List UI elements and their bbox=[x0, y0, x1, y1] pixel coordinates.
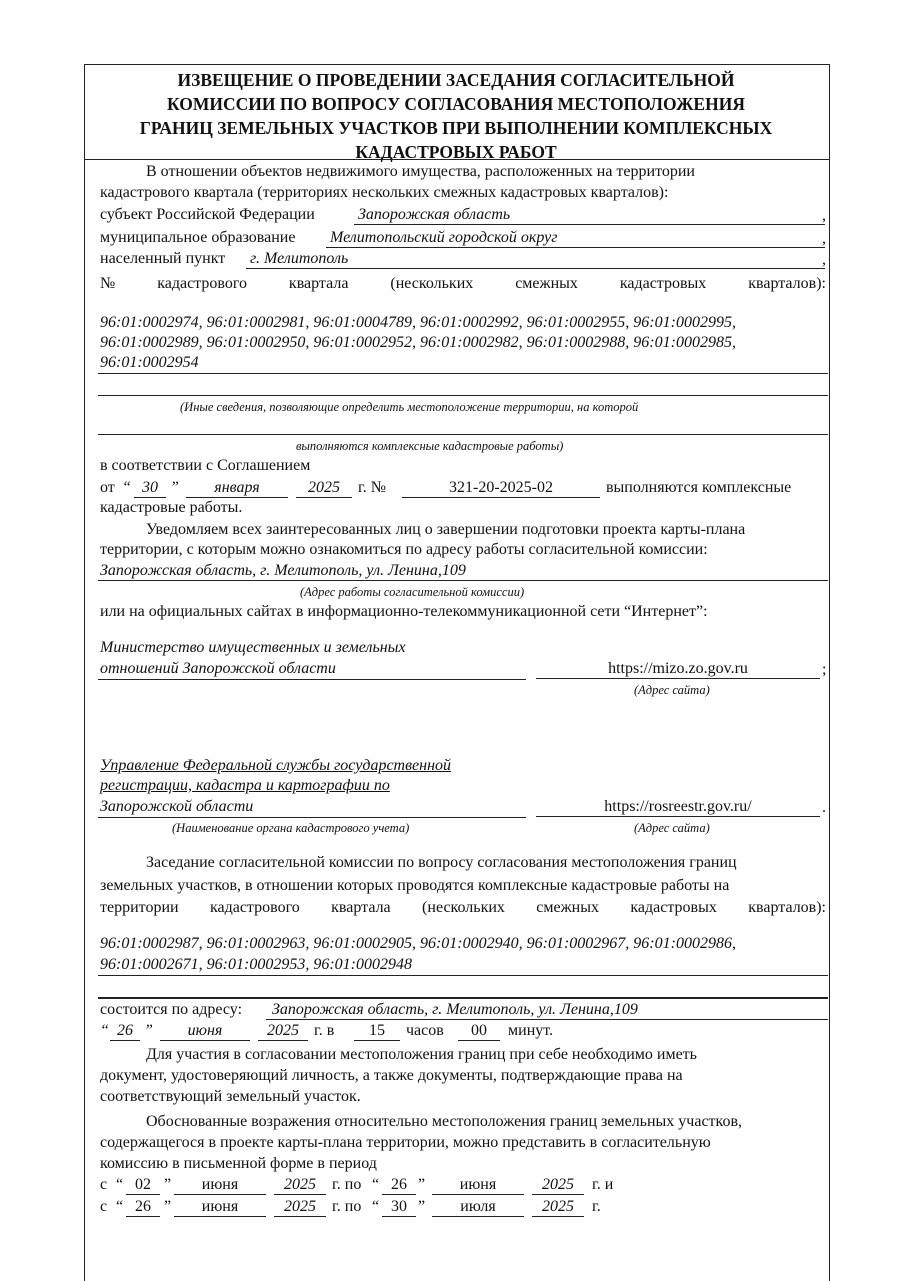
commission-address-caption: (Адрес работы согласительной комиссии) bbox=[300, 585, 525, 599]
quarters-list-1-line-1: 96:01:0002974, 96:01:0002981, 96:01:0004789, 96:01:0002992, 96:01:0002955, 96:01:0002995, bbox=[100, 314, 736, 331]
quote: ” bbox=[418, 1198, 426, 1215]
period2-day2: 30 bbox=[382, 1197, 416, 1217]
quote: “ bbox=[372, 1198, 380, 1215]
period1-end: г. и bbox=[592, 1176, 614, 1193]
venue-address: Запорожская область, г. Мелитополь, ул. Ленина,109 bbox=[266, 1000, 828, 1020]
period2-end: г. bbox=[592, 1198, 601, 1215]
site2-org-line-2: регистрации, кадастра и картографии по bbox=[100, 777, 390, 794]
rule bbox=[98, 975, 828, 976]
participation-line-3: соответствующий земельный участок. bbox=[100, 1088, 361, 1105]
period2-day1: 26 bbox=[126, 1197, 160, 1217]
venue-minutes-word: минут. bbox=[508, 1022, 554, 1039]
period1-po: г. по bbox=[332, 1176, 362, 1193]
quarters-list-1-line-2: 96:01:0002989, 96:01:0002950, 96:01:0002952, 96:01:0002982, 96:01:0002988, 96:01:0002985, bbox=[100, 334, 736, 351]
venue-g-v: г. в bbox=[314, 1022, 335, 1039]
quote: ” bbox=[170, 479, 179, 496]
comma: , bbox=[822, 230, 826, 247]
quarters-list-2-line-1: 96:01:0002987, 96:01:0002963, 96:01:0002905, 96:01:0002940, 96:01:0002967, 96:01:0002986, bbox=[100, 935, 736, 952]
quarters-header: № кадастрового квартала (нескольких смежных кадастровых кварталов): bbox=[100, 275, 826, 292]
venue-hours-word: часов bbox=[406, 1022, 444, 1039]
subject-label: субъект Российской Федерации bbox=[100, 206, 315, 223]
objections-line-1: Обоснованные возражения относительно местоположения границ земельных участков, bbox=[146, 1113, 743, 1130]
meeting-line-3: территории кадастрового квартала (нескольких смежных кадастровых кварталов): bbox=[100, 899, 826, 916]
venue-year: 2025 bbox=[258, 1021, 308, 1041]
municipality-label: муниципальное образование bbox=[100, 229, 296, 246]
venue-hour: 15 bbox=[354, 1021, 400, 1041]
quote: ” bbox=[164, 1198, 172, 1215]
quote: “ bbox=[122, 479, 131, 496]
agreement-year: 2025 bbox=[296, 478, 352, 498]
rule bbox=[98, 580, 828, 581]
comma: , bbox=[822, 207, 826, 224]
quarters-list-2-line-2: 96:01:0002671, 96:01:0002953, 96:01:0002948 bbox=[100, 956, 412, 973]
agreement-after-2: кадастровые работы. bbox=[100, 499, 243, 516]
venue-month: июня bbox=[160, 1021, 250, 1041]
site1-url[interactable]: https://mizo.zo.gov.ru bbox=[536, 659, 820, 679]
objections-line-3: комиссию в письменной форме в период bbox=[100, 1155, 377, 1172]
period1-month1: июня bbox=[174, 1175, 266, 1195]
participation-line-2: документ, удостоверяющий личность, а также документы, подтверждающие права на bbox=[100, 1067, 683, 1084]
agreement-year-suffix: г. № bbox=[358, 479, 387, 496]
site1-org-line-1: Министерство имущественных и земельных bbox=[100, 639, 406, 656]
period2-month2: июля bbox=[432, 1197, 524, 1217]
period2-s: с bbox=[100, 1198, 108, 1215]
agreement-month: января bbox=[186, 478, 288, 498]
internet-line: или на официальных сайтах в информационно-телекоммуникационной сети “Интернет”: bbox=[100, 603, 708, 620]
participation-line-1: Для участия в согласовании местоположения границ при себе необходимо иметь bbox=[146, 1046, 697, 1063]
site2-org-caption: (Наименование органа кадастрового учета) bbox=[172, 821, 410, 835]
commission-address: Запорожская область, г. Мелитополь, ул. Ленина,109 bbox=[100, 562, 466, 579]
venue-day: 26 bbox=[110, 1021, 140, 1041]
period1-year2: 2025 bbox=[532, 1175, 584, 1195]
quote: “ bbox=[372, 1176, 380, 1193]
period1-year1: 2025 bbox=[274, 1175, 326, 1195]
site1-org-line-2: отношений Запорожской области bbox=[100, 660, 336, 677]
intro-line-2: кадастрового квартала (территориях нескольких смежных кадастровых кварталов): bbox=[100, 184, 669, 201]
quote: “ bbox=[116, 1176, 124, 1193]
quarters-list-1-line-3: 96:01:0002954 bbox=[100, 354, 199, 371]
period1-s: с bbox=[100, 1176, 108, 1193]
other-info-caption-1: (Иные сведения, позволяющие определить местоположение территории, на которой bbox=[180, 400, 639, 414]
site2-org-line-1: Управление Федеральной службы государственной bbox=[100, 757, 452, 774]
municipality-value: Мелитопольский городской округ bbox=[326, 228, 825, 248]
rule bbox=[98, 434, 828, 435]
rule bbox=[98, 997, 828, 999]
period1-day2: 26 bbox=[382, 1175, 416, 1195]
period: . bbox=[822, 799, 826, 816]
notify-line-2: территории, с которым можно ознакомиться по адресу работы согласительной комиссии: bbox=[100, 541, 708, 558]
meeting-line-1: Заседание согласительной комиссии по вопросу согласования местоположения границ bbox=[146, 854, 737, 871]
period2-po: г. по bbox=[332, 1198, 362, 1215]
period2-month1: июня bbox=[174, 1197, 266, 1217]
period1-month2: июня bbox=[432, 1175, 524, 1195]
notice-title: ИЗВЕЩЕНИЕ О ПРОВЕДЕНИИ ЗАСЕДАНИЯ СОГЛАСИТЕЛЬНОЙ КОМИССИИ ПО ВОПРОСУ СОГЛАСОВАНИЯ МЕСТОПОЛОЖЕНИЯ ГРАНИЦ ЗЕМЕЛЬНЫХ УЧАСТКОВ ПРИ ВЫПОЛНЕНИИ КОМПЛЕКСНЫХ КАДАСТРОВЫХ РАБОТ bbox=[139, 70, 773, 162]
venue-label: состоится по адресу: bbox=[100, 1001, 243, 1018]
agreement-day: 30 bbox=[134, 478, 166, 498]
venue-minute: 00 bbox=[458, 1021, 500, 1041]
site2-url[interactable]: https://rosreestr.gov.ru/ bbox=[536, 797, 820, 817]
quote: “ bbox=[116, 1198, 124, 1215]
agreement-from: от bbox=[100, 479, 115, 496]
rule bbox=[98, 679, 526, 680]
settlement-value: г. Мелитополь bbox=[246, 249, 825, 269]
semicolon: ; bbox=[822, 661, 827, 678]
other-info-caption-2: выполняются комплексные кадастровые работы) bbox=[296, 439, 564, 453]
settlement-label: населенный пункт bbox=[100, 250, 226, 267]
quote: ” bbox=[144, 1022, 153, 1039]
period2-year2: 2025 bbox=[532, 1197, 584, 1217]
quote: “ bbox=[100, 1022, 109, 1039]
notify-line-1: Уведомляем всех заинтересованных лиц о завершении подготовки проекта карты-плана bbox=[146, 521, 746, 538]
site2-org-line-3: Запорожской области bbox=[100, 798, 254, 815]
site2-caption: (Адрес сайта) bbox=[634, 821, 710, 835]
period2-year1: 2025 bbox=[274, 1197, 326, 1217]
site1-caption: (Адрес сайта) bbox=[634, 683, 710, 697]
comma: , bbox=[822, 251, 826, 268]
agreement-intro: в соответствии с Соглашением bbox=[100, 457, 311, 474]
objections-line-2: содержащегося в проекте карты-плана территории, можно представить в согласительную bbox=[100, 1134, 711, 1151]
rule bbox=[98, 395, 828, 396]
subject-value: Запорожская область bbox=[354, 205, 825, 225]
title-divider bbox=[84, 159, 830, 160]
quote: ” bbox=[164, 1176, 172, 1193]
rule bbox=[98, 373, 828, 374]
quote: ” bbox=[418, 1176, 426, 1193]
intro-line-1: В отношении объектов недвижимого имущества, расположенных на территории bbox=[146, 163, 695, 180]
meeting-line-2: земельных участков, в отношении которых проводятся комплексные кадастровые работы на bbox=[100, 877, 730, 894]
agreement-number: 321-20-2025-02 bbox=[402, 478, 600, 498]
agreement-after: выполняются комплексные bbox=[606, 479, 792, 496]
period1-day1: 02 bbox=[126, 1175, 160, 1195]
